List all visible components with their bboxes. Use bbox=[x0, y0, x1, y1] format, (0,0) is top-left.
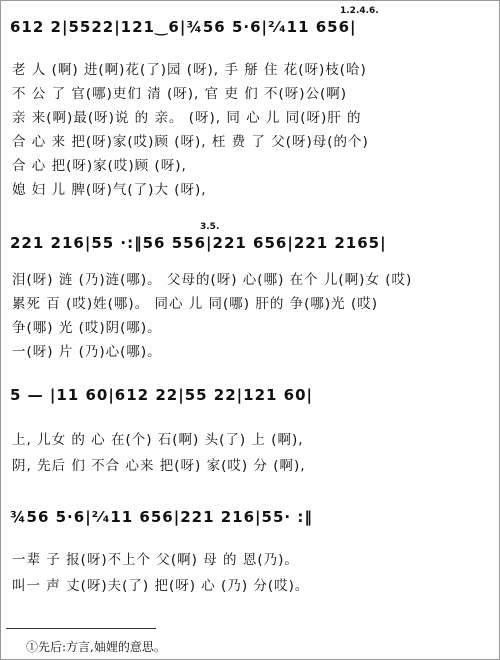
lyric-line: 亲 来(啊)最(呀)说 的 亲。 (呀), 同 心 儿 同(呀)肝 的 bbox=[12, 110, 362, 126]
volta-marker-2: 3.5. bbox=[200, 222, 220, 232]
lyric-line: 累死 百 (哎)姓(哪)。 同心 儿 同(哪) 肝的 争(哪)光 (哎) bbox=[12, 296, 378, 312]
lyric-line: 争(哪) 光 (哎)阴(哪)。 bbox=[12, 320, 162, 336]
lyric-line: 一辈 子 报(呀)不上个 父(啊) 母 的 恩(乃)。 bbox=[12, 552, 299, 568]
lyric-line: 合 心 把(呀)家(哎)顾 (呀), bbox=[12, 158, 187, 174]
lyric-line: 媳 妇 儿 脾(呀)气(了)大 (呀), bbox=[12, 182, 207, 198]
lyric-line: 一(呀) 片 (乃)心(哪)。 bbox=[12, 344, 162, 360]
lyric-line: 合 心 来 把(呀)家(哎)顾 (呀), 枉 费 了 父(呀)母(的个) bbox=[12, 134, 369, 150]
lyric-line: 阴, 先后 们 不合 心来 把(呀) 家(哎) 分 (啊), bbox=[12, 458, 306, 474]
footnote: ①先后:方言,妯娌的意思。 bbox=[26, 640, 166, 654]
lyric-line: 上, 儿女 的 心 在(个) 石(啊) 头(了) 上 (啊), bbox=[12, 432, 304, 448]
notation-line-1: 612 2|5522|121‿6|¾56 5·6|²⁄₄11 656| bbox=[10, 18, 357, 36]
lyric-line: 不 公 了 官(哪)吏们 清 (呀), 官 吏 们 不(呀)公(啊) bbox=[12, 86, 348, 102]
volta-marker-1: 1.2.4.6. bbox=[340, 6, 379, 16]
notation-line-4: ¾56 5·6|²⁄₄11 656|221 216|55· :‖ bbox=[10, 508, 313, 526]
lyric-line: 叫一 声 丈(呀)夫(了) 把(呀) 心 (乃) 分(哎)。 bbox=[12, 578, 310, 594]
notation-line-3: 5 — |11 60|612 22|55 22|121 60| bbox=[10, 386, 314, 404]
notation-line-2: 221 216|55 ·:‖56 556|221 656|221 2165| bbox=[10, 234, 387, 252]
lyric-line: 老 人 (啊) 进(啊)花(了)园 (呀), 手 掰 住 花(呀)枝(哈) bbox=[12, 62, 367, 78]
lyric-line: 泪(呀) 涟 (乃)涟(哪)。 父母的(呀) 心(哪) 在个 儿(啊)女 (哎) bbox=[12, 272, 413, 288]
